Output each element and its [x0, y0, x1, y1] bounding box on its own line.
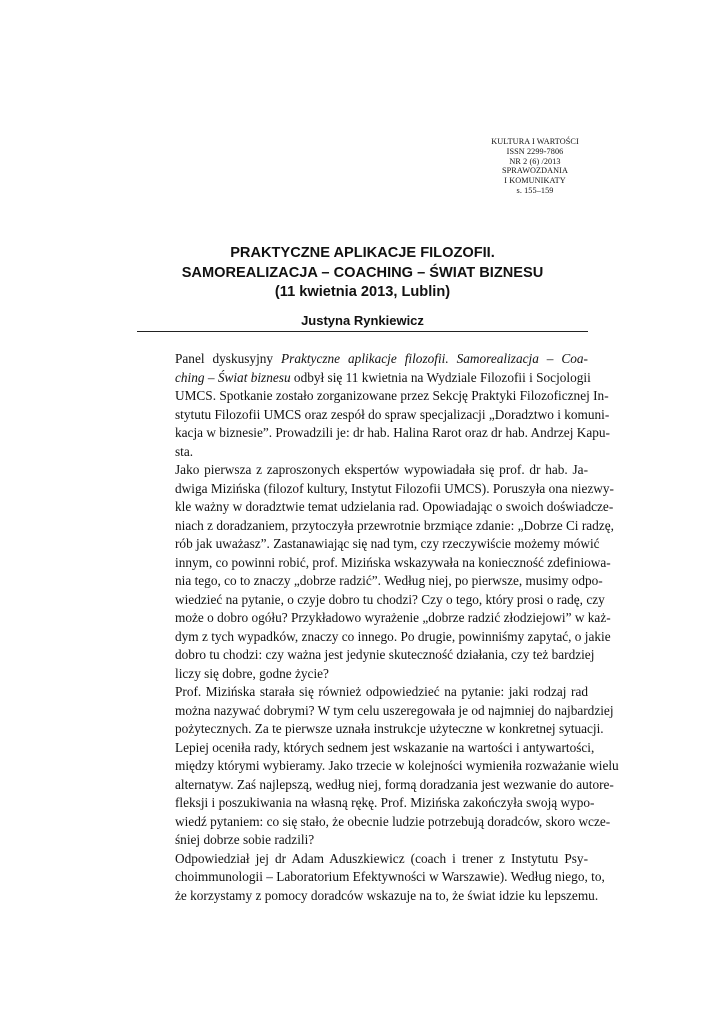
text-line	[137, 739, 595, 758]
text-line	[137, 720, 604, 739]
journal-pages: s. 155–159	[516, 185, 554, 195]
paragraph	[137, 350, 610, 461]
title-divider	[137, 331, 588, 332]
text-line	[137, 683, 588, 702]
text-line	[137, 794, 595, 813]
text-segment: Lepiej oceniła rady, których sednem jest wskazanie na wartości i antywartości,	[175, 739, 595, 755]
journal-section: SPRAWOZDANIA	[501, 166, 569, 176]
text-segment: między którymi wybieramy. Jako trzecie w kolejności wymieniła rozważanie wielu	[175, 758, 619, 773]
text-line	[137, 646, 595, 665]
paragraph	[137, 850, 605, 906]
text-line	[137, 498, 614, 517]
journal-name: KULTURA I WARTOŚCI	[491, 137, 579, 146]
text-line	[137, 535, 600, 554]
text-segment: alternatyw. Zaś najlepszą, według niej, formą doradzania jest wezwanie do autore-	[175, 776, 614, 792]
article-title	[110, 244, 615, 303]
text-segment: odbył się 11 kwietnia na Wydziale Filozofii i Socjologii	[290, 369, 591, 385]
text-line	[137, 609, 611, 628]
text-segment: Odpowiedział jej dr Adam Aduszkiewicz (coach i trener z Instytutu Psy-	[175, 850, 588, 866]
text-line	[137, 591, 605, 610]
text-line	[137, 480, 614, 499]
text-line	[137, 757, 619, 776]
text-line	[137, 628, 611, 647]
text-line	[137, 424, 610, 443]
article-body	[137, 350, 619, 905]
text-segment: rób jak uważasz”. Zastanawiając się nad tym, czy rzeczywiście możemy mówić	[175, 536, 600, 551]
journal-issn: ISSN 2299-7806	[506, 146, 564, 156]
journal-section-2: I KOMUNIKATY	[504, 176, 566, 186]
text-line	[137, 831, 588, 850]
text-line	[137, 887, 599, 906]
text-line	[137, 517, 614, 536]
italic-segment: Praktyczne aplikacje filozofii. Samorealizacja – Coa-	[281, 351, 588, 366]
text-line	[137, 572, 603, 591]
text-segment: wiedzieć na pytanie, o czyje dobro tu chodzi? Czy o tego, który prosi o radę, czy	[175, 591, 605, 607]
text-line	[137, 554, 611, 573]
text-segment: kacja w biznesie”. Prowadzili je: dr hab. Halina Rarot oraz dr hab. Andrzej Kapu-	[175, 425, 610, 440]
paragraph	[137, 461, 614, 683]
text-segment: Panel dyskusyjny	[175, 351, 282, 366]
text-segment: kle ważny w doradztwie temat udzielania rad. Opowiadając o swoich doświadcze-	[175, 499, 614, 514]
title-line-3: (11 kwietnia 2013, Lublin)	[274, 284, 451, 300]
text-line	[137, 406, 610, 425]
text-segment: można nazywać dobrymi? W tym celu uszeregowała je od najmniej do najbardziej	[175, 702, 614, 718]
text-line	[137, 813, 611, 832]
text-line	[137, 665, 588, 684]
text-line	[137, 850, 588, 869]
text-line	[137, 369, 591, 388]
text-segment: śniej dobrze sobie radzili?	[175, 832, 315, 847]
text-segment: liczy się dobre, godne życie?	[175, 665, 329, 681]
text-line	[137, 443, 588, 462]
text-line	[137, 350, 588, 369]
text-segment: Prof. Mizińska starała się również odpowiedzieć na pytanie: jaki rodzaj rad	[175, 684, 588, 699]
text-line	[137, 461, 588, 480]
text-line	[137, 868, 605, 887]
text-segment: innym, co powinni robić, prof. Mizińska wskazywała na konieczność zdefiniowa-	[175, 554, 611, 570]
italic-segment: ching – Świat biznesu	[175, 369, 291, 385]
journal-issue: NR 2 (6) /2013	[509, 156, 561, 166]
article-author: Justyna Rynkiewicz	[301, 313, 424, 328]
text-segment: wiedź pytaniem: co się stało, że obecnie ludzie potrzebują doradców, skoro wcze-	[175, 813, 611, 829]
text-segment: może o dobro ogółu? Przykładowo wyrażenie „dobrze radzić złodziejowi” w każ-	[175, 610, 611, 625]
text-segment: stytutu Filozofii UMCS oraz zespół do spraw specjalizacji „Doradztwo i komuni-	[175, 406, 610, 422]
paragraph	[137, 683, 619, 850]
text-line	[137, 702, 614, 721]
text-segment: choimmunologii – Laboratorium Efektywności w Warszawie). Według niego, to,	[175, 869, 605, 884]
text-segment: sta.	[175, 443, 194, 459]
text-segment: niach z doradzaniem, przytoczyła przewrotnie brzmiące zdanie: „Dobrze Ci radzę,	[175, 517, 614, 533]
title-line-2: SAMOREALIZACJA – COACHING – ŚWIAT BIZNESU	[181, 264, 544, 281]
text-segment: że korzystamy z pomocy doradców wskazuje na to, że świat idzie ku lepszemu.	[175, 887, 599, 903]
title-line-1: PRAKTYCZNE APLIKACJE FILOZOFII.	[230, 245, 495, 261]
text-segment: nia tego, co to znaczy „dobrze radzić”. Według niej, po pierwsze, musimy odpo-	[175, 573, 603, 588]
text-line	[137, 776, 614, 795]
text-segment: fleksji i poszukiwania na własną rękę. Prof. Mizińska zakończyła swoją wypo-	[175, 795, 595, 810]
text-segment: pożytecznych. Za te pierwsze uznała instrukcje użyteczne w konkretnej sytuacji.	[175, 721, 604, 736]
text-segment: dwiga Mizińska (filozof kultury, Instytut Filozofii UMCS). Poruszyła ona niezwy-	[175, 480, 614, 496]
text-segment: dobro tu chodzi: czy ważna jest jedynie skuteczność działania, czy też bardziej	[175, 647, 595, 662]
text-segment: Jako pierwsza z zaproszonych ekspertów wypowiadała się prof. dr hab. Ja-	[175, 462, 588, 477]
text-segment: dym z tych wypadków, znaczy co innego. Po drugie, powinniśmy zapytać, o jakie	[175, 628, 611, 644]
text-segment: UMCS. Spotkanie zostało zorganizowane przez Sekcję Praktyki Filozoficznej In-	[175, 388, 609, 403]
journal-masthead	[430, 137, 640, 196]
text-line	[137, 387, 609, 406]
